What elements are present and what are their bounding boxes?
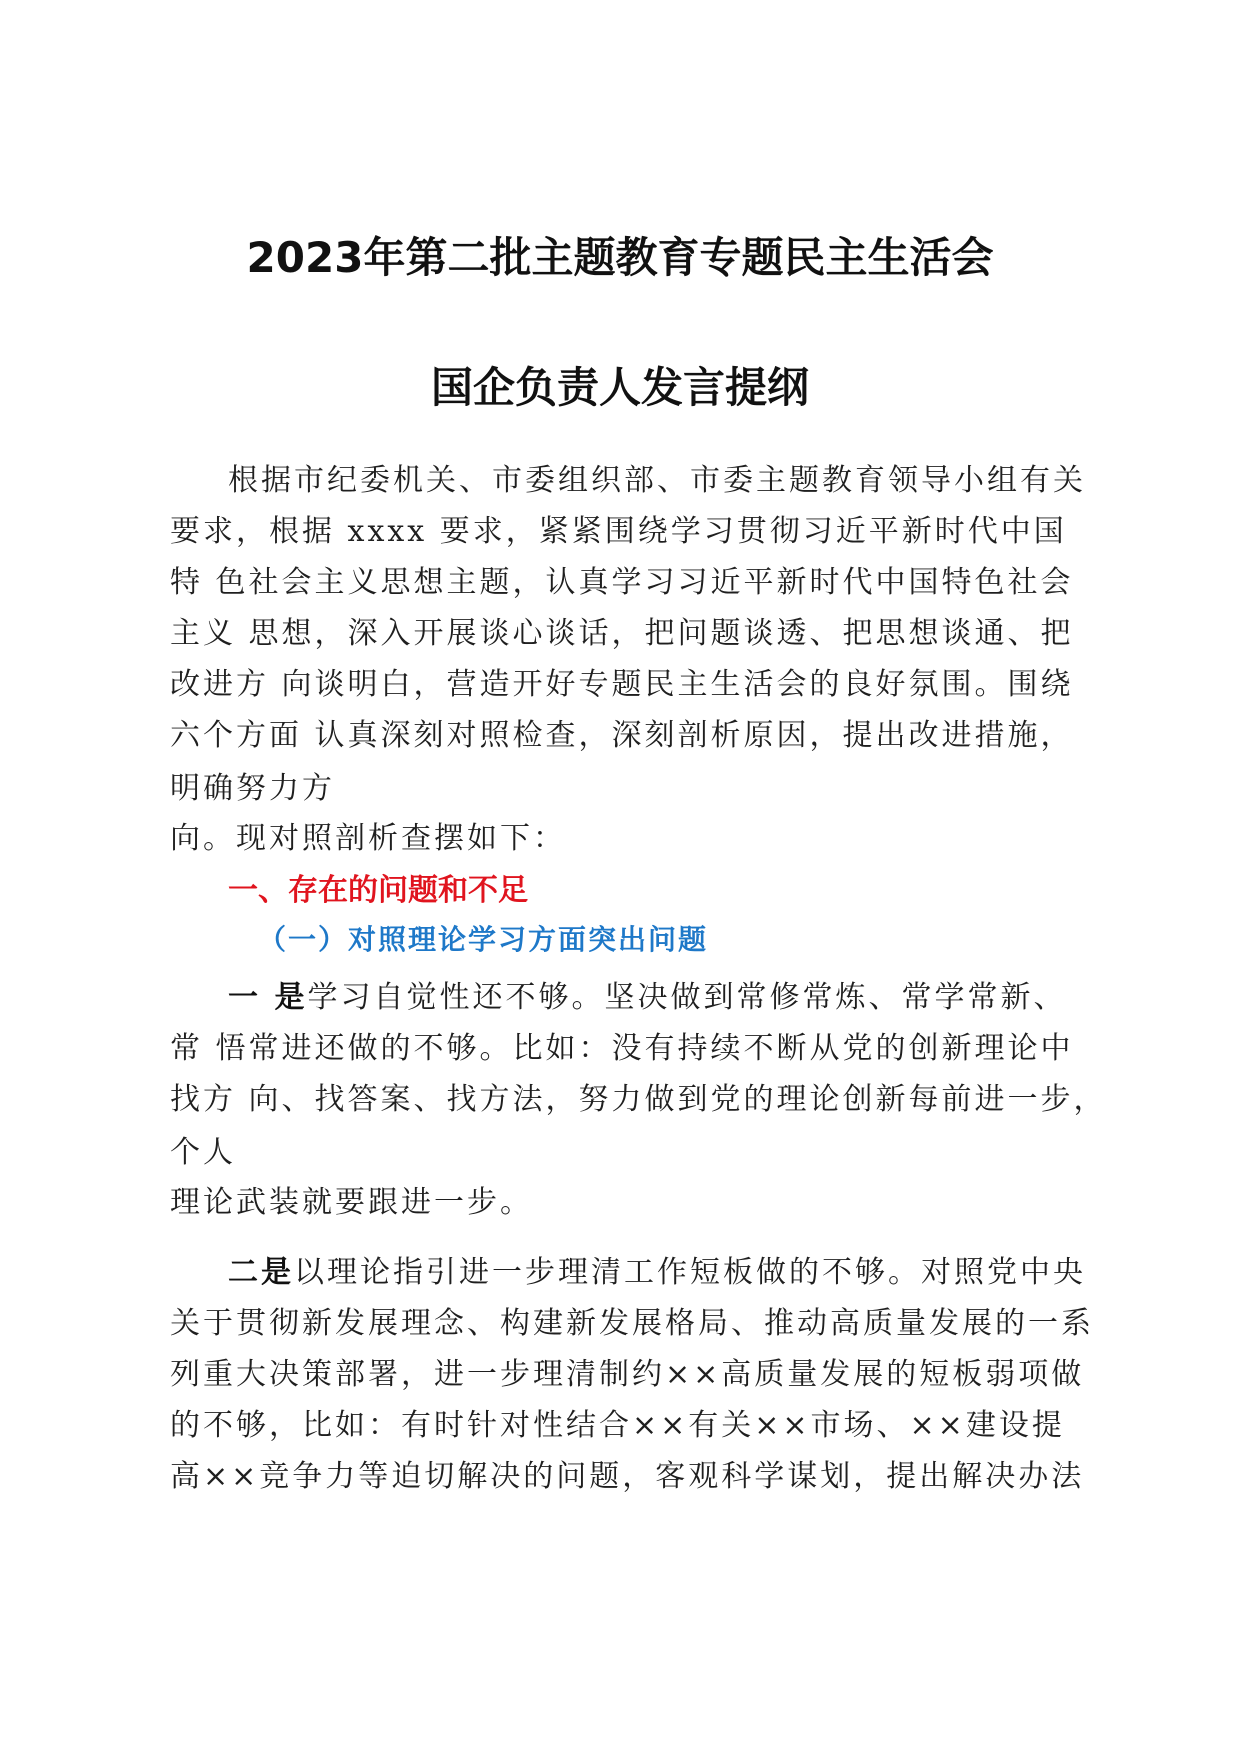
point-2-line: 列重大决策部署，进一步理清制约××高质量发展的短板弱项做: [170, 1357, 1085, 1392]
point-2-line: 的不够，比如：有时针对性结合××有关××市场、××建设提: [170, 1408, 1065, 1443]
point-1-line: 找方 向、找答案、找方法，努力做到党的理论创新每前进一步，: [170, 1082, 1107, 1117]
subsection-heading: （一）对照理论学习方面突出问题: [258, 923, 709, 956]
point-1-line: 个人: [170, 1135, 236, 1170]
intro-line: 改进方 向谈明白，营造开好专题民主生活会的良好氛围。围绕: [170, 667, 1074, 702]
point-1-line: 理论武装就要跟进一步。: [170, 1185, 533, 1220]
point-2-line: 关于贯彻新发展理念、构建新发展格局、推动高质量发展的一系: [170, 1306, 1094, 1341]
document-title-line-1: 2023年第二批主题教育专题民主生活会: [246, 233, 994, 282]
intro-line: 主义 思想，深入开展谈心谈话，把问题谈透、把思想谈通、把: [170, 616, 1074, 651]
point-2-line: 高××竞争力等迫切解决的问题，客观科学谋划，提出解决办法: [170, 1459, 1085, 1494]
intro-line: 向。现对照剖析查摆如下：: [170, 821, 566, 856]
intro-line: 特 色社会主义思想主题，认真学习习近平新时代中国特色社会: [170, 565, 1074, 600]
section-heading: 一、存在的问题和不足: [228, 873, 528, 908]
point-1-first-line: [228, 972, 1066, 1016]
document-title-line-2: 国企负责人发言提纲: [430, 363, 809, 412]
point-2-first-line: [228, 1247, 1086, 1291]
intro-line: 明确努力方: [170, 771, 335, 806]
point-2-lead: 二是: [228, 1255, 294, 1290]
intro-line: 根据市纪委机关、市委组织部、市委主题教育领导小组有关: [228, 463, 1086, 498]
intro-line: 要求，根据 xxxx 要求，紧紧围绕学习贯彻习近平新时代中国: [170, 514, 1067, 549]
point-1-lead: 一 是: [228, 980, 308, 1015]
point-1-line: 常 悟常进还做的不够。比如：没有持续不断从党的创新理论中: [170, 1031, 1074, 1066]
point-2-text: 以理论指引进一步理清工作短板做的不够。对照党中央: [294, 1255, 1086, 1290]
point-1-text: 学习自觉性还不够。坚决做到常修常炼、常学常新、: [307, 980, 1067, 1015]
intro-line: 六个方面 认真深刻对照检查，深刻剖析原因，提出改进措施，: [170, 718, 1074, 753]
